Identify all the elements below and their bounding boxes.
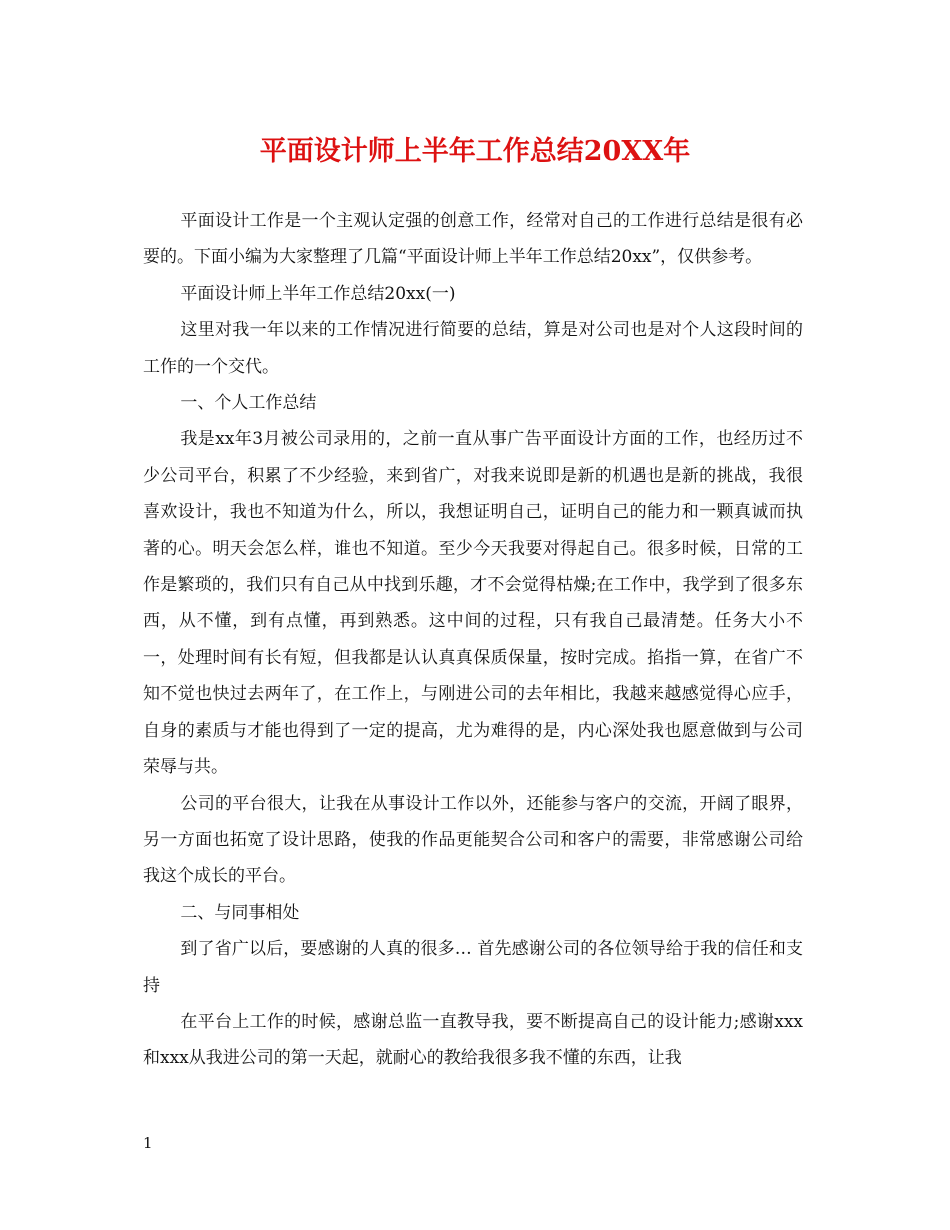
paragraph-thanks-director: 在平台上工作的时候，感谢总监一直教导我，要不断提高自己的设计能力;感谢xxx和xxx从我进公司的第一天起，就耐心的教给我很多我不懂的东西，让我 — [143, 1011, 803, 1069]
document-body — [143, 203, 803, 1077]
page-number: 1 — [143, 1134, 153, 1152]
section-heading-personal-summary: 一、个人工作总结 — [180, 393, 317, 414]
section-heading-part-one: 平面设计师上半年工作总结20xx(一) — [180, 283, 456, 304]
paragraph-personal-work: 我是xx年3月被公司录用的，之前一直从事广告平面设计方面的工作，也经历过不少公司平台，积累了不少经验，来到省广，对我来说即是新的机遇也是新的挑战，我很喜欢设计，我也不知道为什么，所以，我想证明自己，证明自己的能力和一颗真诚而执著的心。明天会怎么样，谁也不知道。至少今天我要对得起自己。很多时候，日常的工作是繁琐的，我们只有自己从中找到乐趣，才不会觉得枯燥;在工作中，我学到了很多东西，从不懂，到有点懂，再到熟悉。这中间的过程，只有我自己最清楚。任务大小不一，处理时间有长有短，但我都是认认真真保质保量，按时完成。掐指一算，在省广不知不觉也快过去两年了，在工作上，与刚进公司的去年相比，我越来越感觉得心应手，自身的素质与才能也得到了一定的提高，尤为难得的是，内心深处我也愿意做到与公司荣辱与共。 — [143, 429, 803, 778]
paragraph-thanks-leaders: 到了省广以后，要感谢的人真的很多… 首先感谢公司的各位领导给于我的信任和支持 — [143, 939, 803, 996]
document-title: 平面设计师上半年工作总结20XX年 — [259, 136, 691, 167]
paragraph-intro: 平面设计工作是一个主观认定强的创意工作，经常对自己的工作进行总结是很有必要的。下面小编为大家整理了几篇“平面设计师上半年工作总结20xx”，仅供参考。 — [143, 211, 803, 268]
paragraph-company-platform: 公司的平台很大，让我在从事设计工作以外，还能参与客户的交流，开阔了眼界，另一方面也拓宽了设计思路，使我的作品更能契合公司和客户的需要，非常感谢公司给我这个成长的平台。 — [143, 793, 803, 887]
paragraph-overview: 这里对我一年以来的工作情况进行简要的总结，算是对公司也是对个人这段时间的工作的一个交代。 — [143, 320, 803, 377]
section-heading-colleagues: 二、与同事相处 — [180, 902, 300, 923]
